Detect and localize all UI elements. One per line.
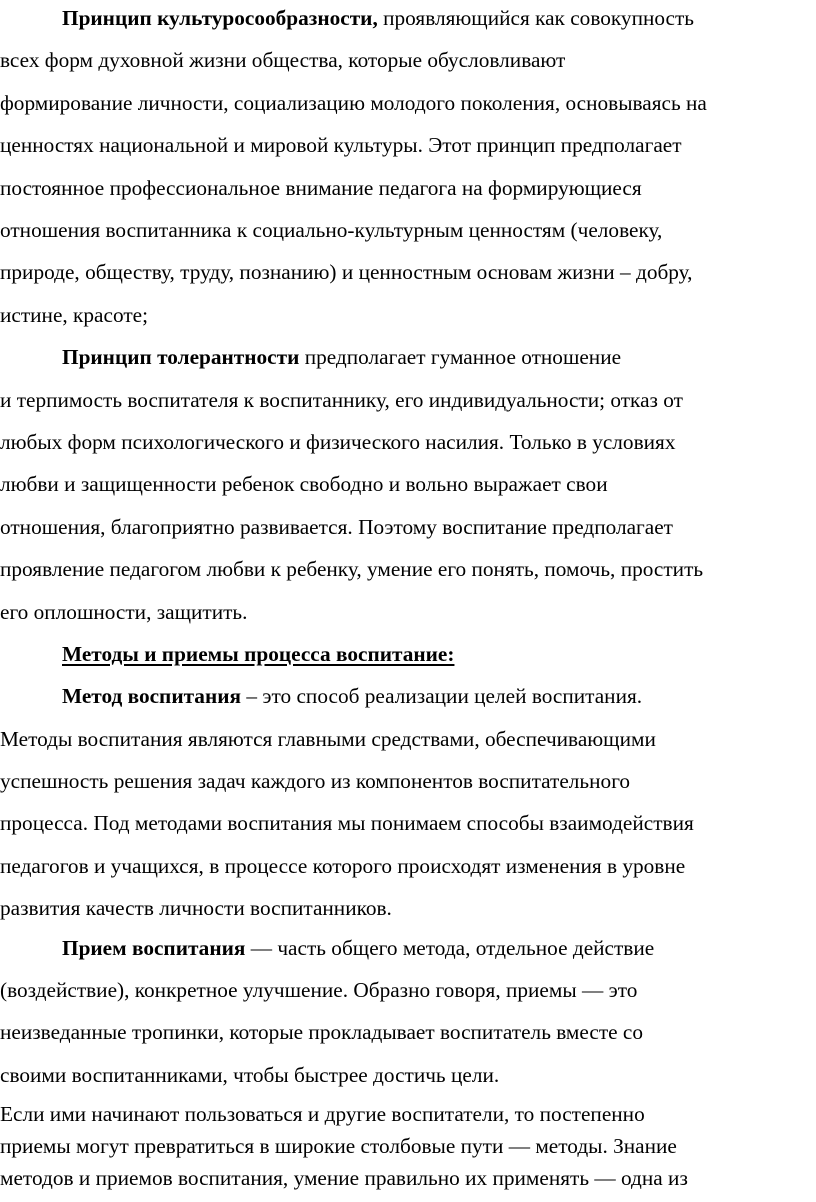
paragraph-line: истине, красоте; — [0, 303, 148, 327]
paragraph-line — [62, 5, 694, 31]
paragraph-line: отношения воспитанника к социально-культурным ценностям (человеку, — [0, 218, 663, 242]
term-bold: Метод воспитания — [62, 684, 242, 708]
term-bold: Прием воспитания — [62, 936, 246, 960]
paragraph-line: любви и защищенности ребенок свободно и вольно выражает свои — [0, 472, 608, 496]
paragraph-line: процесса. Под методами воспитания мы понимаем способы взаимодействия — [0, 811, 694, 835]
line-text: – это способ реализации целей воспитания. — [241, 684, 643, 708]
paragraph-line: природе, обществу, труду, познанию) и ценностным основам жизни – добру, — [0, 260, 693, 284]
term-bold: Принцип толерантности — [62, 345, 300, 369]
line-text: проявляющийся как совокупность — [377, 6, 695, 30]
paragraph-line: неизведанные тропинки, которые прокладывает воспитатель вместе со — [0, 1020, 644, 1044]
paragraph-line — [62, 935, 654, 961]
paragraph-line: постоянное профессиональное внимание педагога на формирующиеся — [0, 176, 642, 200]
line-text: — часть общего метода, отдельное действие — [245, 936, 655, 960]
line-text: предполагает гуманное отношение — [299, 345, 622, 369]
section-heading: Методы и приемы процесса воспитание: — [62, 642, 455, 666]
paragraph-line: ценностях национальной и мировой культуры. Этот принцип предполагает — [0, 133, 682, 157]
paragraph-line — [62, 344, 621, 370]
paragraph-line: (воздействие), конкретное улучшение. Образно говоря, приемы — это — [0, 978, 638, 1002]
paragraph-line: развития качеств личности воспитанников. — [0, 896, 392, 920]
paragraph-line: любых форм психологического и физического насилия. Только в условиях — [0, 430, 676, 454]
paragraph-line: своими воспитанниками, чтобы быстрее достичь цели. — [0, 1063, 500, 1087]
paragraph-line: формирование личности, социализацию молодого поколения, основываясь на — [0, 91, 707, 115]
paragraph-line: методов и приемов воспитания, умение правильно их применять — одна из — [0, 1166, 688, 1190]
paragraph-line: педагогов и учащихся, в процессе которого происходят изменения в уровне — [0, 854, 686, 878]
paragraph-line: Если ими начинают пользоваться и другие воспитатели, то постепенно — [0, 1102, 645, 1126]
paragraph-line: Методы воспитания являются главными средствами, обеспечивающими — [0, 727, 656, 751]
paragraph-line: всех форм духовной жизни общества, которые обусловливают — [0, 48, 566, 72]
paragraph-line: приемы могут превратиться в широкие столбовые пути — методы. Знание — [0, 1134, 677, 1158]
term-bold: Принцип культуросообразности, — [62, 6, 378, 30]
paragraph-line: отношения, благоприятно развивается. Поэтому воспитание предполагает — [0, 515, 673, 539]
paragraph-line: его оплошности, защитить. — [0, 600, 248, 624]
paragraph-line — [62, 683, 642, 709]
paragraph-line: и терпимость воспитателя к воспитаннику, его индивидуальности; отказ от — [0, 388, 683, 412]
paragraph-line: проявление педагогом любви к ребенку, умение его понять, помочь, простить — [0, 557, 704, 581]
paragraph-line: успешность решения задач каждого из компонентов воспитательного — [0, 769, 631, 793]
